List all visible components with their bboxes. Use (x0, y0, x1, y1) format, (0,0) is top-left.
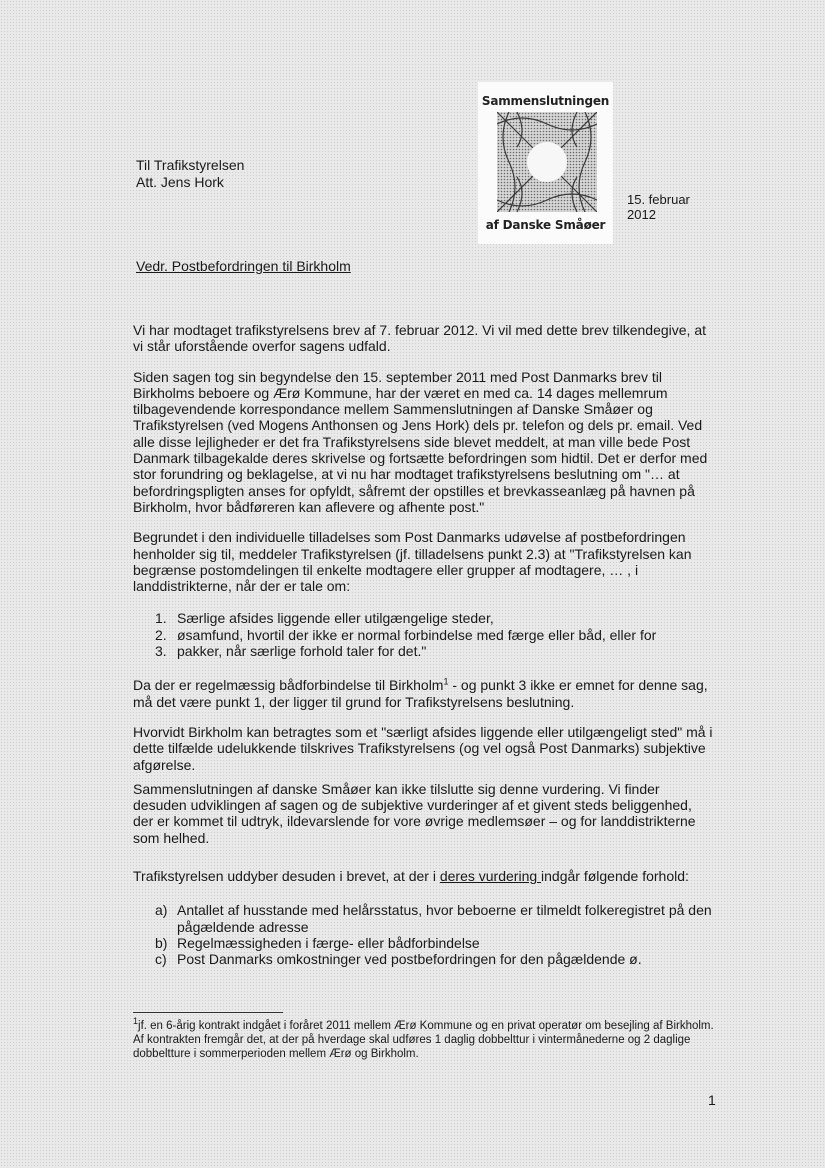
footnote-ref: 1 (443, 676, 449, 687)
letter-body (133, 322, 713, 968)
paragraph-1: Vi har modtaget trafikstyrelsens brev af 7. februar 2012. Vi vil med dette brev tilkendegive, at vi står uforstående overfor sagens udfald. (133, 322, 707, 355)
list-item: a) Antallet af husstande med helårsstatus, hvor beboerne er tilmeldt folkeregistret på den pågældende adresse (155, 902, 712, 935)
list-item: 1. Særlige afsides liggende eller utilgængelige steder, (155, 610, 494, 627)
island-emblem-icon (497, 112, 597, 212)
letter-date (627, 192, 690, 222)
logo-name-bottom: af Danske Småøer (485, 218, 606, 232)
list-item: c) Post Danmarks omkostninger ved postbefordringen for den pågældende ø. (155, 951, 642, 968)
paragraph-5: Hvorvidt Birkholm kan betragtes som et "særligt afsides liggende eller utilgængeligt sted" må i dette tilfælde udelukkende tilskrives Trafikstyrelsens (og vel også Post Danmarks) subjektive afgørelse. (133, 723, 713, 773)
recipient-address (136, 157, 244, 191)
paragraph-7: Trafikstyrelsen uddyber desuden i brevet, at der i deres vurdering indgår følgende forhold: (133, 868, 689, 885)
page-number: 1 (708, 1092, 716, 1108)
recipient-line-2: Att. Jens Hork (136, 174, 224, 190)
recipient-line-1: Til Trafikstyrelsen (136, 157, 245, 173)
date-line-1: 15. februar (627, 192, 690, 207)
organization-logo (478, 82, 613, 244)
subject-line: Vedr. Postbefordringen til Birkholm (136, 258, 351, 274)
paragraph-6: Sammenslutningen af danske Småøer kan ikke tilslutte sig denne vurdering. Vi finder desuden udviklingen af sagen og de subjektive vurderinger af et givent steds beliggenhed, der er kommet til udtryk, ildevarslende for vore øvrige medlemsøer – og for landdistrikterne som helhed. (133, 780, 696, 846)
paragraph-4: Da der er regelmæssig bådforbindelse til Birkholm$^1$ - og punkt 3 ikke er emnet for denne sag, må det være punkt 1, der ligger til grund for Trafikstyrelsens beslutning. (133, 676, 708, 710)
footnote-divider (133, 1012, 283, 1013)
paragraph-2: Siden sagen tog sin begyndelse den 15. september 2011 med Post Danmarks brev til Birkholms beboere og Ærø Kommune, har der været en med ca. 14 dages mellemrum tilbagevendende korrespondance mellem Sammenslutningen af Danske Småøer og Trafikstyrelsen (ved Mogens Anthonsen og Jens Hork) dels pr. telefon og dels pr. email. Ved alle disse lejligheder er det fra Trafikstyrelsens side blevet meddelt, at man ville bede Post Danmark tilbagekalde deres skrivelse og fortsætte befordringen som hidtil. Det er derfor med stor forundring og beklagelse, at vi nu har modtaget trafikstyrelsens beslutning om "… at befordringspligten anses for opfyldt, såfremt der opstilles et brevkasseanlæg på havnen på Birkholm, hvor bådføreren kan aflevere og afhente post." (133, 368, 708, 515)
numbered-list (133, 610, 713, 659)
list-item: 3. pakker, når særlige forhold taler for det." (155, 643, 427, 660)
list-item: b) Regelmæssigheden i færge- eller bådforbindelse (155, 934, 480, 951)
date-line-2: 2012 (627, 207, 656, 222)
lettered-list (133, 902, 713, 967)
list-item: 2. øsamfund, hvortil der ikke er normal forbindelse med færge eller båd, eller for (155, 626, 657, 643)
footnote: $^1$jf. en 6-årig kontrakt indgået i foråret 2011 mellem Ærø Kommune og en privat operatør om besejling af Birkholm. Af kontrakten fremgår det, at der på hverdage skal udføres 1 daglig dobbelttur i vintermånederne og 2 daglige dobbeltture i sommerperioden mellem Ærø og Birkholm. (133, 1016, 714, 1060)
paragraph-3: Begrundet i den individuelle tilladelses som Post Danmarks udøvelse af postbefordringen henholder sig til, meddeler Trafikstyrelsen (jf. tilladelsens punkt 2.3) at "Trafikstyrelsen kan begrænse postomdelingen til enkelte modtagere eller grupper af modtagere, … , i landdistrikterne, når der er tale om: (133, 529, 692, 595)
logo-name-top: Sammenslutningen (481, 94, 610, 108)
